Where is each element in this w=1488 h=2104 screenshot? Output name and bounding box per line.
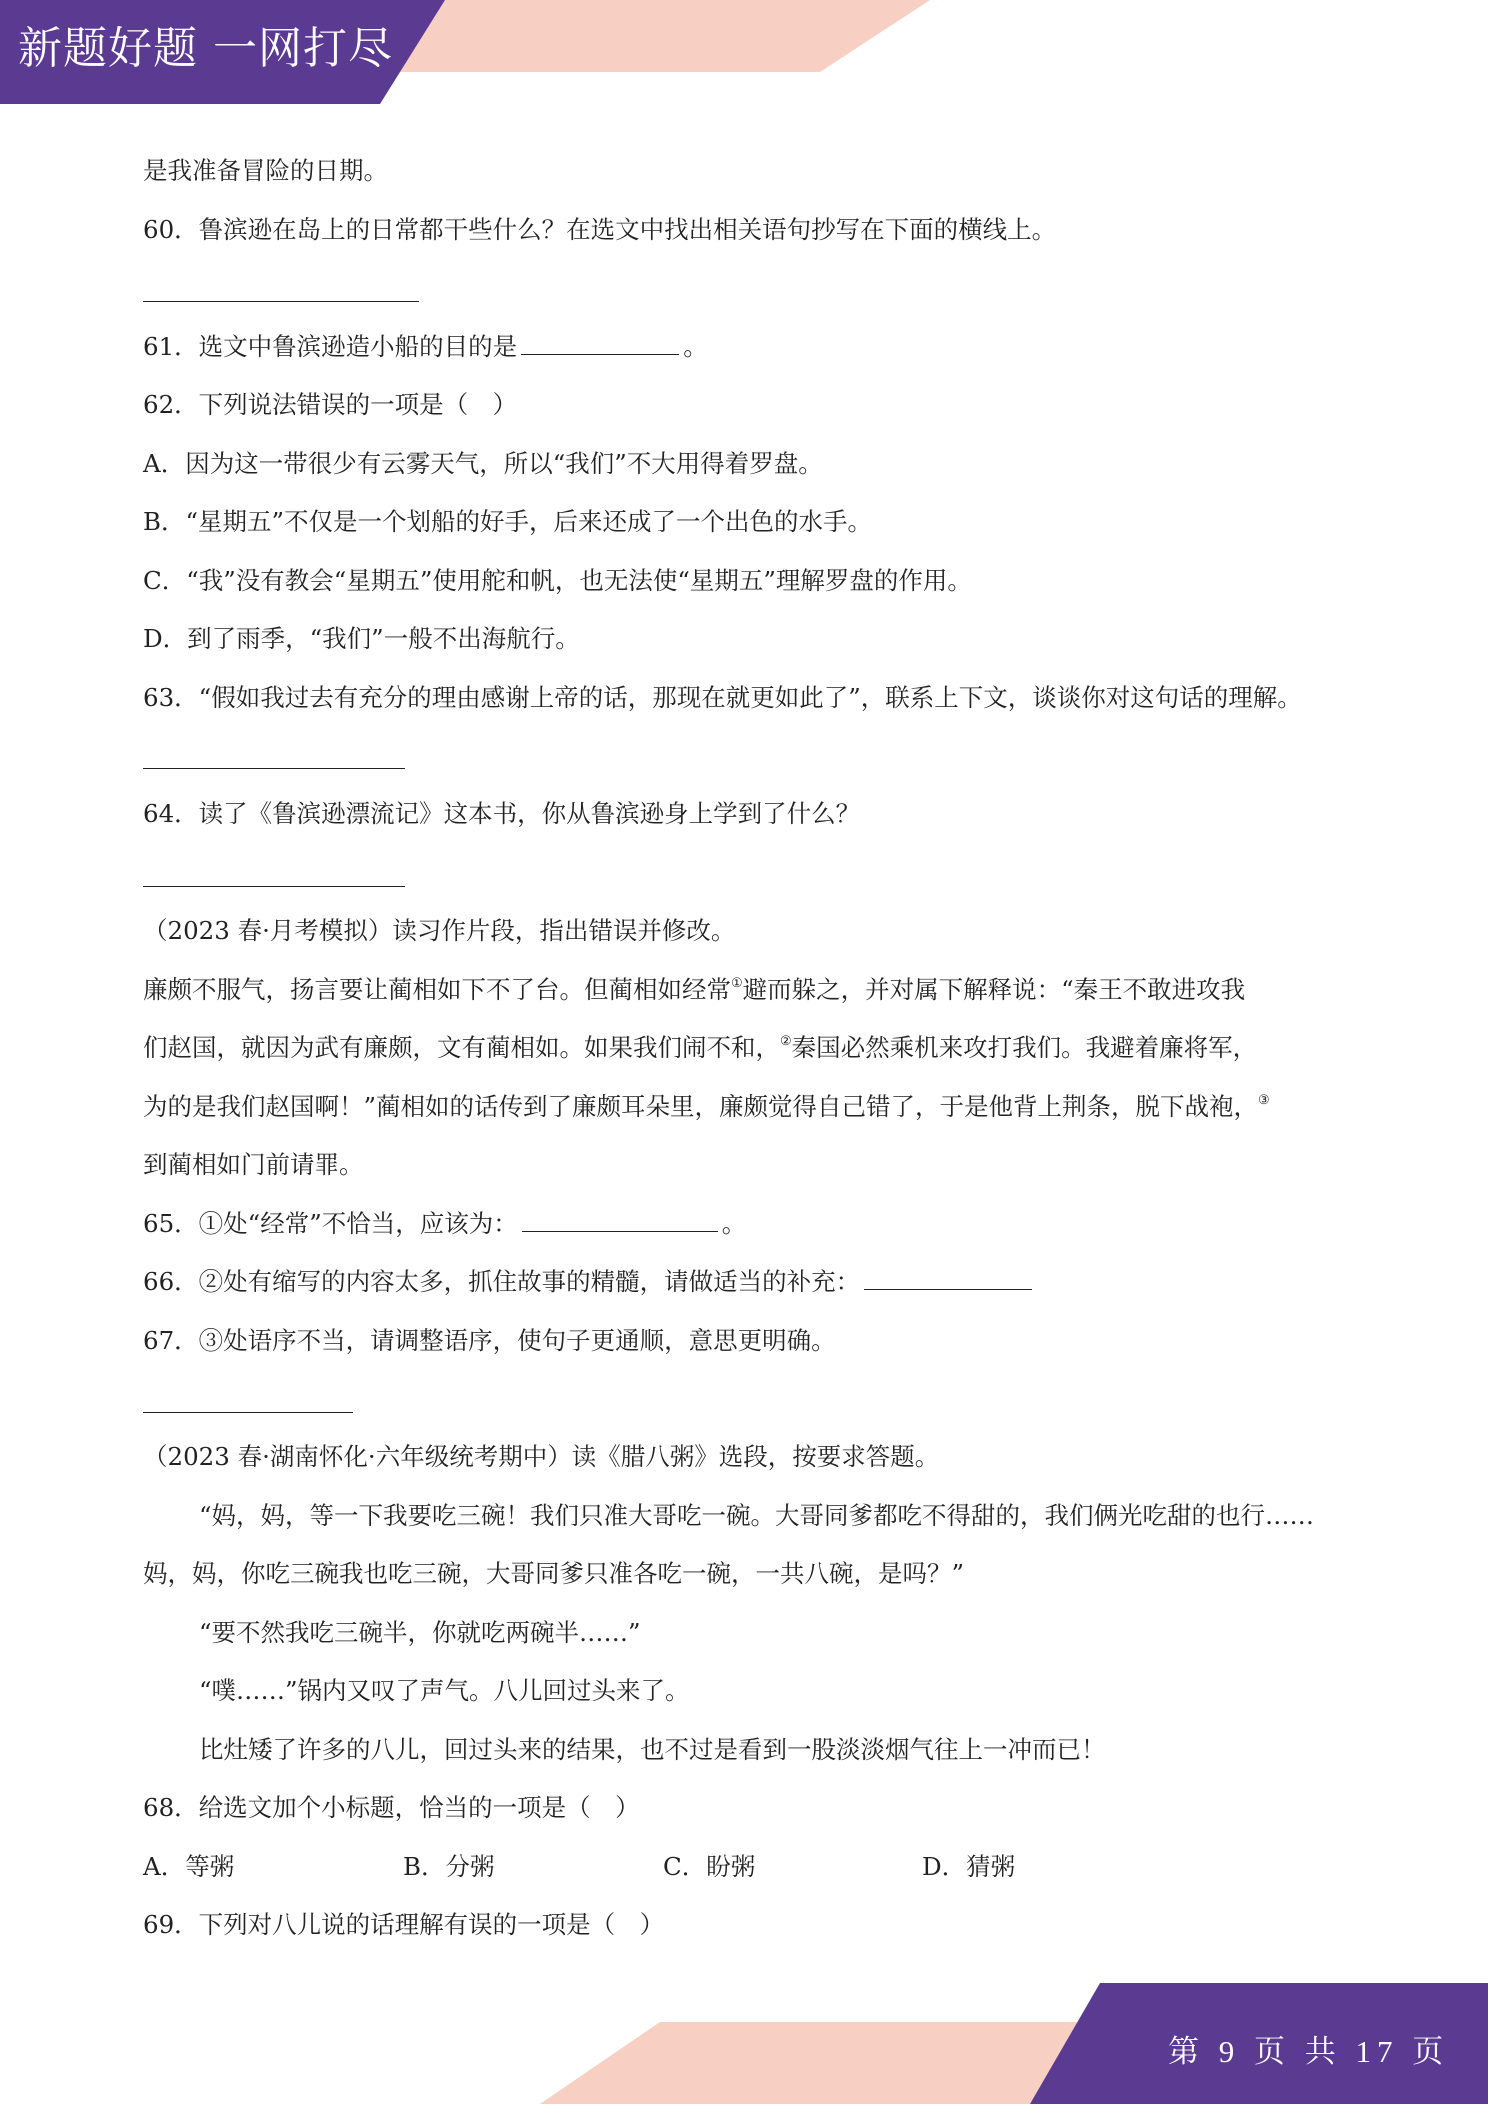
question-61-text: 61．选文中鲁滨逊造小船的目的是	[143, 332, 518, 361]
answer-blank-65[interactable]	[522, 1207, 718, 1232]
reading-line-5: 比灶矮了许多的八儿，回过头来的结果，也不过是看到一股淡淡烟气往上一冲而已！	[199, 1735, 1106, 1764]
question-66-text: 66．②处有缩写的内容太多，抓住故事的精髓，请做适当的补充：	[143, 1267, 861, 1296]
question-69: 69．下列对八儿说的话理解有误的一项是（ ）	[143, 1910, 665, 1939]
passage-text: 秦国必然乘机来攻打我们。我避着廉将军，	[791, 1033, 1258, 1062]
section-3-heading: （2023 春·湖南怀化·六年级统考期中）读《腊八粥》选段，按要求答题。	[143, 1442, 940, 1471]
passage-text: 廉颇不服气，扬言要让蔺相如下不了台。但蔺相如经常	[143, 975, 731, 1004]
reading-line-2: 妈，妈，你吃三碗我也吃三碗，大哥同爹只准各吃一碗，一共八碗，是吗？”	[143, 1559, 965, 1588]
question-68: 68．给选文加个小标题，恰当的一项是（ ）	[143, 1793, 640, 1822]
passage-line-3	[143, 1090, 1270, 1124]
reading-line-4: “噗……”锅内又叹了声气。八儿回过头来了。	[199, 1676, 690, 1705]
passage-text: 为的是我们赵国啊！”蔺相如的话传到了廉颇耳朵里，廉颇觉得自己错了，于是他背上荆条，脱下战袍，	[143, 1092, 1259, 1121]
answer-blank-63[interactable]	[143, 768, 405, 769]
reading-line-3: “要不然我吃三碗半，你就吃两碗半……”	[199, 1618, 641, 1647]
header-title: 新题好题 一网打尽	[18, 23, 393, 74]
passage-text: 避而躲之，并对属下解释说：“秦王不敢进攻我	[742, 975, 1246, 1004]
marker-3: ③	[1258, 1093, 1270, 1108]
question-63: 63．“假如我过去有充分的理由感谢上帝的话，那现在就更如此了”，联系上下文，谈谈你对这句话的理解。	[143, 683, 1302, 712]
text-line: 是我准备冒险的日期。	[143, 156, 388, 185]
option-68-a: A．等粥	[143, 1852, 235, 1881]
marker-2: ②	[780, 1034, 792, 1049]
question-65	[143, 1207, 746, 1241]
option-68-d: D．猜粥	[922, 1852, 1016, 1881]
option-62-d: D．到了雨季，“我们”一般不出海航行。	[143, 624, 580, 653]
option-62-b: B．“星期五”不仅是一个划船的好手，后来还成了一个出色的水手。	[143, 507, 873, 536]
header-peach-band	[380, 0, 930, 72]
page-number: 第 9 页 共 17 页	[1168, 2034, 1450, 2069]
answer-blank-67[interactable]	[143, 1412, 353, 1413]
reading-line-1: “妈，妈，等一下我要吃三碗！我们只准大哥吃一碗。大哥同爹都吃不得甜的，我们俩光吃甜的也行……	[199, 1501, 1315, 1530]
option-68-b: B．分粥	[403, 1852, 495, 1881]
question-65-end: 。	[721, 1209, 747, 1238]
question-64: 64．读了《鲁滨逊漂流记》这本书，你从鲁滨逊身上学到了什么？	[143, 799, 861, 828]
question-66	[143, 1265, 1036, 1299]
marker-1: ①	[731, 976, 743, 991]
passage-line-2	[143, 1031, 1257, 1065]
option-62-a: A．因为这一带很少有云雾天气，所以“我们”不大用得着罗盘。	[143, 449, 823, 478]
question-60: 60．鲁滨逊在岛上的日常都干些什么？在选文中找出相关语句抄写在下面的横线上。	[143, 215, 1057, 244]
passage-line-1	[143, 973, 1245, 1007]
answer-blank-60[interactable]	[143, 301, 419, 302]
question-62: 62．下列说法错误的一项是（ ）	[143, 390, 518, 419]
question-65-text: 65．①处“经常”不恰当，应该为：	[143, 1209, 518, 1238]
option-68-c: C．盼粥	[663, 1852, 756, 1881]
passage-text: 们赵国，就因为武有廉颇，文有蔺相如。如果我们闹不和，	[143, 1033, 780, 1062]
question-67: 67．③处语序不当，请调整语序，使句子更通顺，意思更明确。	[143, 1326, 836, 1355]
section-2-heading: （2023 春·月考模拟）读习作片段，指出错误并修改。	[143, 916, 736, 945]
question-61-end: 。	[683, 332, 708, 361]
option-62-c: C．“我”没有教会“星期五”使用舵和帆，也无法使“星期五”理解罗盘的作用。	[143, 566, 972, 595]
question-61	[143, 330, 708, 364]
answer-blank-66[interactable]	[864, 1265, 1032, 1290]
answer-blank-61[interactable]	[521, 330, 679, 355]
passage-line-4: 到蔺相如门前请罪。	[143, 1150, 364, 1179]
answer-blank-64[interactable]	[143, 886, 405, 887]
